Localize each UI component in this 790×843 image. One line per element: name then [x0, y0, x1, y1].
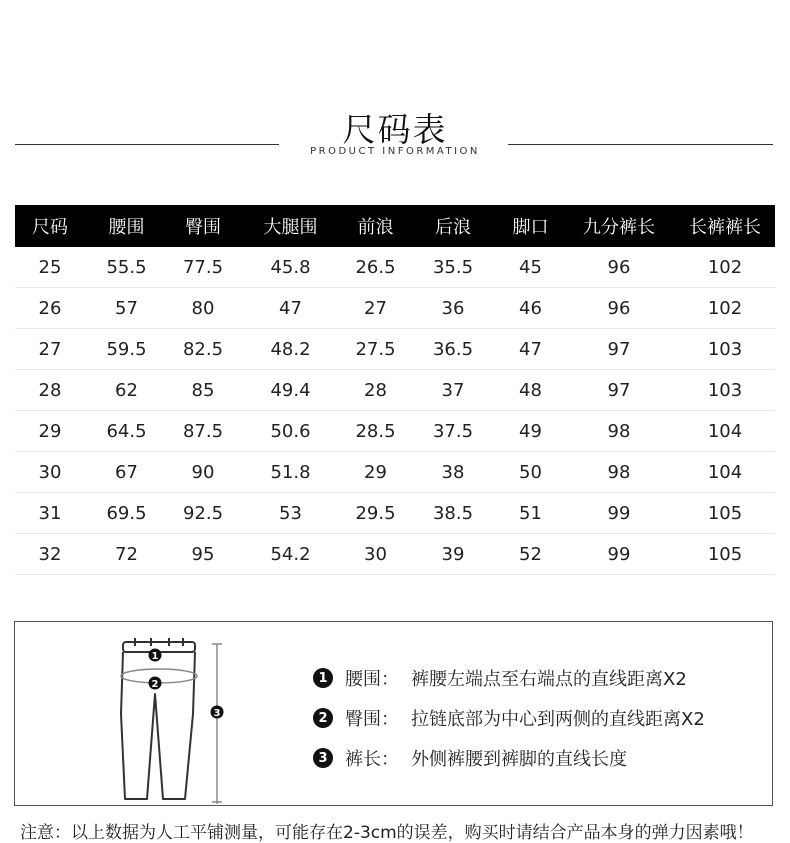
table-cell: 104 — [675, 452, 775, 493]
size-table — [15, 205, 775, 575]
table-cell: 103 — [675, 370, 775, 411]
column-header: 后浪 — [408, 205, 498, 247]
waist-marker — [149, 649, 162, 663]
legend-item-hip — [313, 698, 705, 738]
table-cell: 72 — [85, 534, 168, 575]
table-cell: 69.5 — [85, 493, 168, 534]
table-cell: 30 — [343, 534, 408, 575]
table-cell: 87.5 — [168, 411, 238, 452]
table-cell: 99 — [563, 534, 675, 575]
table-cell: 105 — [675, 534, 775, 575]
table-row — [15, 452, 775, 493]
legend-desc: 拉链底部为中心到两侧的直线距离X2 — [411, 709, 705, 730]
measurement-legend — [14, 621, 773, 806]
column-header: 大腿围 — [238, 205, 343, 247]
table-cell: 49 — [498, 411, 563, 452]
column-header: 九分裤长 — [563, 205, 675, 247]
table-cell: 47 — [498, 329, 563, 370]
legend-label: 腰围： — [345, 669, 399, 690]
table-cell: 29 — [343, 452, 408, 493]
table-cell: 39 — [408, 534, 498, 575]
table-row — [15, 288, 775, 329]
table-cell: 57 — [85, 288, 168, 329]
number-3-icon: 3 — [313, 748, 333, 768]
column-header: 腰围 — [85, 205, 168, 247]
page-subtitle: PRODUCT INFORMATION — [310, 146, 480, 157]
table-cell: 45 — [498, 247, 563, 288]
table-cell: 96 — [563, 288, 675, 329]
pants-diagram-icon — [115, 634, 245, 804]
table-cell: 45.8 — [238, 247, 343, 288]
legend-item-waist — [313, 658, 705, 698]
table-cell: 51 — [498, 493, 563, 534]
table-cell: 36 — [408, 288, 498, 329]
table-cell: 80 — [168, 288, 238, 329]
table-cell: 37.5 — [408, 411, 498, 452]
table-cell: 77.5 — [168, 247, 238, 288]
table-cell: 28 — [343, 370, 408, 411]
table-cell: 38.5 — [408, 493, 498, 534]
table-cell: 97 — [563, 370, 675, 411]
table-cell: 49.4 — [238, 370, 343, 411]
table-cell: 103 — [675, 329, 775, 370]
table-cell: 48 — [498, 370, 563, 411]
table-cell: 90 — [168, 452, 238, 493]
table-row — [15, 493, 775, 534]
table-cell: 47 — [238, 288, 343, 329]
title-rule-right — [508, 144, 773, 145]
table-cell: 36.5 — [408, 329, 498, 370]
table-cell: 27 — [15, 329, 85, 370]
table-cell: 27 — [343, 288, 408, 329]
table-cell: 62 — [85, 370, 168, 411]
column-header: 长裤裤长 — [675, 205, 775, 247]
table-cell: 102 — [675, 247, 775, 288]
marker-2-label: 2 — [151, 679, 159, 690]
table-cell: 48.2 — [238, 329, 343, 370]
table-cell: 32 — [15, 534, 85, 575]
table-cell: 95 — [168, 534, 238, 575]
table-cell: 99 — [563, 493, 675, 534]
table-header-row — [15, 205, 775, 247]
hip-marker — [149, 677, 162, 691]
table-cell: 92.5 — [168, 493, 238, 534]
column-header: 臀围 — [168, 205, 238, 247]
column-header: 尺码 — [15, 205, 85, 247]
table-row — [15, 534, 775, 575]
table-cell: 30 — [15, 452, 85, 493]
page-title: 尺码表 — [342, 110, 448, 149]
legend-item-length — [313, 738, 705, 778]
table-cell: 104 — [675, 411, 775, 452]
table-cell: 51.8 — [238, 452, 343, 493]
table-cell: 97 — [563, 329, 675, 370]
legend-label: 裤长： — [345, 749, 399, 770]
table-cell: 29.5 — [343, 493, 408, 534]
table-cell: 67 — [85, 452, 168, 493]
table-cell: 96 — [563, 247, 675, 288]
table-cell: 54.2 — [238, 534, 343, 575]
legend-list — [313, 658, 705, 778]
number-2-icon: 2 — [313, 708, 333, 728]
table-row — [15, 411, 775, 452]
table-cell: 28.5 — [343, 411, 408, 452]
table-cell: 53 — [238, 493, 343, 534]
table-cell: 28 — [15, 370, 85, 411]
table-cell: 31 — [15, 493, 85, 534]
number-1-icon: 1 — [313, 668, 333, 688]
table-cell: 35.5 — [408, 247, 498, 288]
table-cell: 50.6 — [238, 411, 343, 452]
table-cell: 85 — [168, 370, 238, 411]
table-cell: 27.5 — [343, 329, 408, 370]
table-cell: 102 — [675, 288, 775, 329]
table-cell: 64.5 — [85, 411, 168, 452]
table-cell: 82.5 — [168, 329, 238, 370]
table-cell: 55.5 — [85, 247, 168, 288]
table-cell: 59.5 — [85, 329, 168, 370]
table-cell: 50 — [498, 452, 563, 493]
column-header: 脚口 — [498, 205, 563, 247]
marker-3-label: 3 — [213, 708, 221, 719]
table-cell: 29 — [15, 411, 85, 452]
column-header: 前浪 — [343, 205, 408, 247]
table-cell: 105 — [675, 493, 775, 534]
table-cell: 52 — [498, 534, 563, 575]
table-cell: 25 — [15, 247, 85, 288]
marker-1-label: 1 — [151, 651, 159, 662]
legend-desc: 裤腰左端点至右端点的直线距离X2 — [411, 669, 687, 690]
table-row — [15, 370, 775, 411]
table-cell: 37 — [408, 370, 498, 411]
legend-label: 臀围： — [345, 709, 399, 730]
legend-desc: 外侧裤腰到裤脚的直线长度 — [411, 749, 627, 770]
title-rule-left — [15, 144, 279, 145]
table-cell: 38 — [408, 452, 498, 493]
table-row — [15, 247, 775, 288]
table-row — [15, 329, 775, 370]
table-cell: 98 — [563, 411, 675, 452]
table-cell: 98 — [563, 452, 675, 493]
table-cell: 26 — [15, 288, 85, 329]
length-marker — [211, 706, 224, 720]
table-cell: 26.5 — [343, 247, 408, 288]
table-cell: 46 — [498, 288, 563, 329]
measurement-note: 注意：以上数据为人工平铺测量，可能存在2-3cm的误差，购买时请结合产品本身的弹力因素哦！ — [20, 823, 754, 843]
